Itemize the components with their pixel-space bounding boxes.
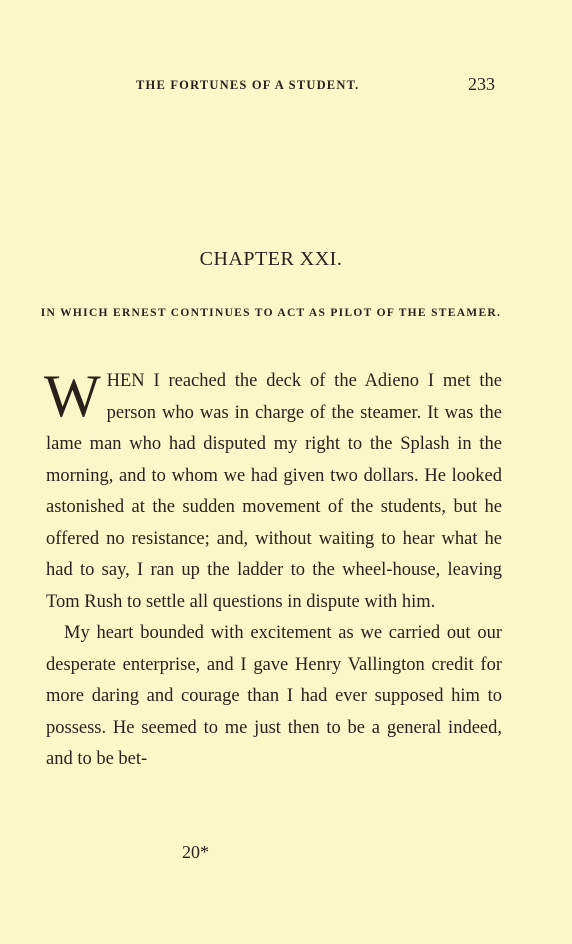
chapter-subtitle: IN WHICH ERNEST CONTINUES TO ACT AS PILOT OF THE STEAMER. <box>40 307 502 319</box>
paragraph: WHEN I reached the deck of the Adieno I met the person who was in charge of the steamer. It was the lame man who had disputed my right to the Splash in the morning, and to whom we had given two dollars. He looked astonished at the sudden movement of the students, but he offered no resistance; and, without waiting to hear what he had to say, I ran up the ladder to the wheel-house, leaving Tom Rush to settle all questions in dispute with him. <box>44 363 502 612</box>
page-number: 233 <box>468 74 495 94</box>
signature-mark: 20* <box>182 842 209 862</box>
body-text <box>44 363 502 776</box>
running-title: THE FORTUNES OF A STUDENT. <box>136 78 360 92</box>
chapter-title: CHAPTER XXI. <box>199 248 343 270</box>
running-head <box>0 74 572 98</box>
paragraph: My heart bounded with excitement as we carried out our desperate enterprise, and I gave Henry Vallington credit for more daring and courage than I had ever supposed him to possess. He seemed to me just then to be a general indeed, and to be bet- <box>46 623 502 769</box>
